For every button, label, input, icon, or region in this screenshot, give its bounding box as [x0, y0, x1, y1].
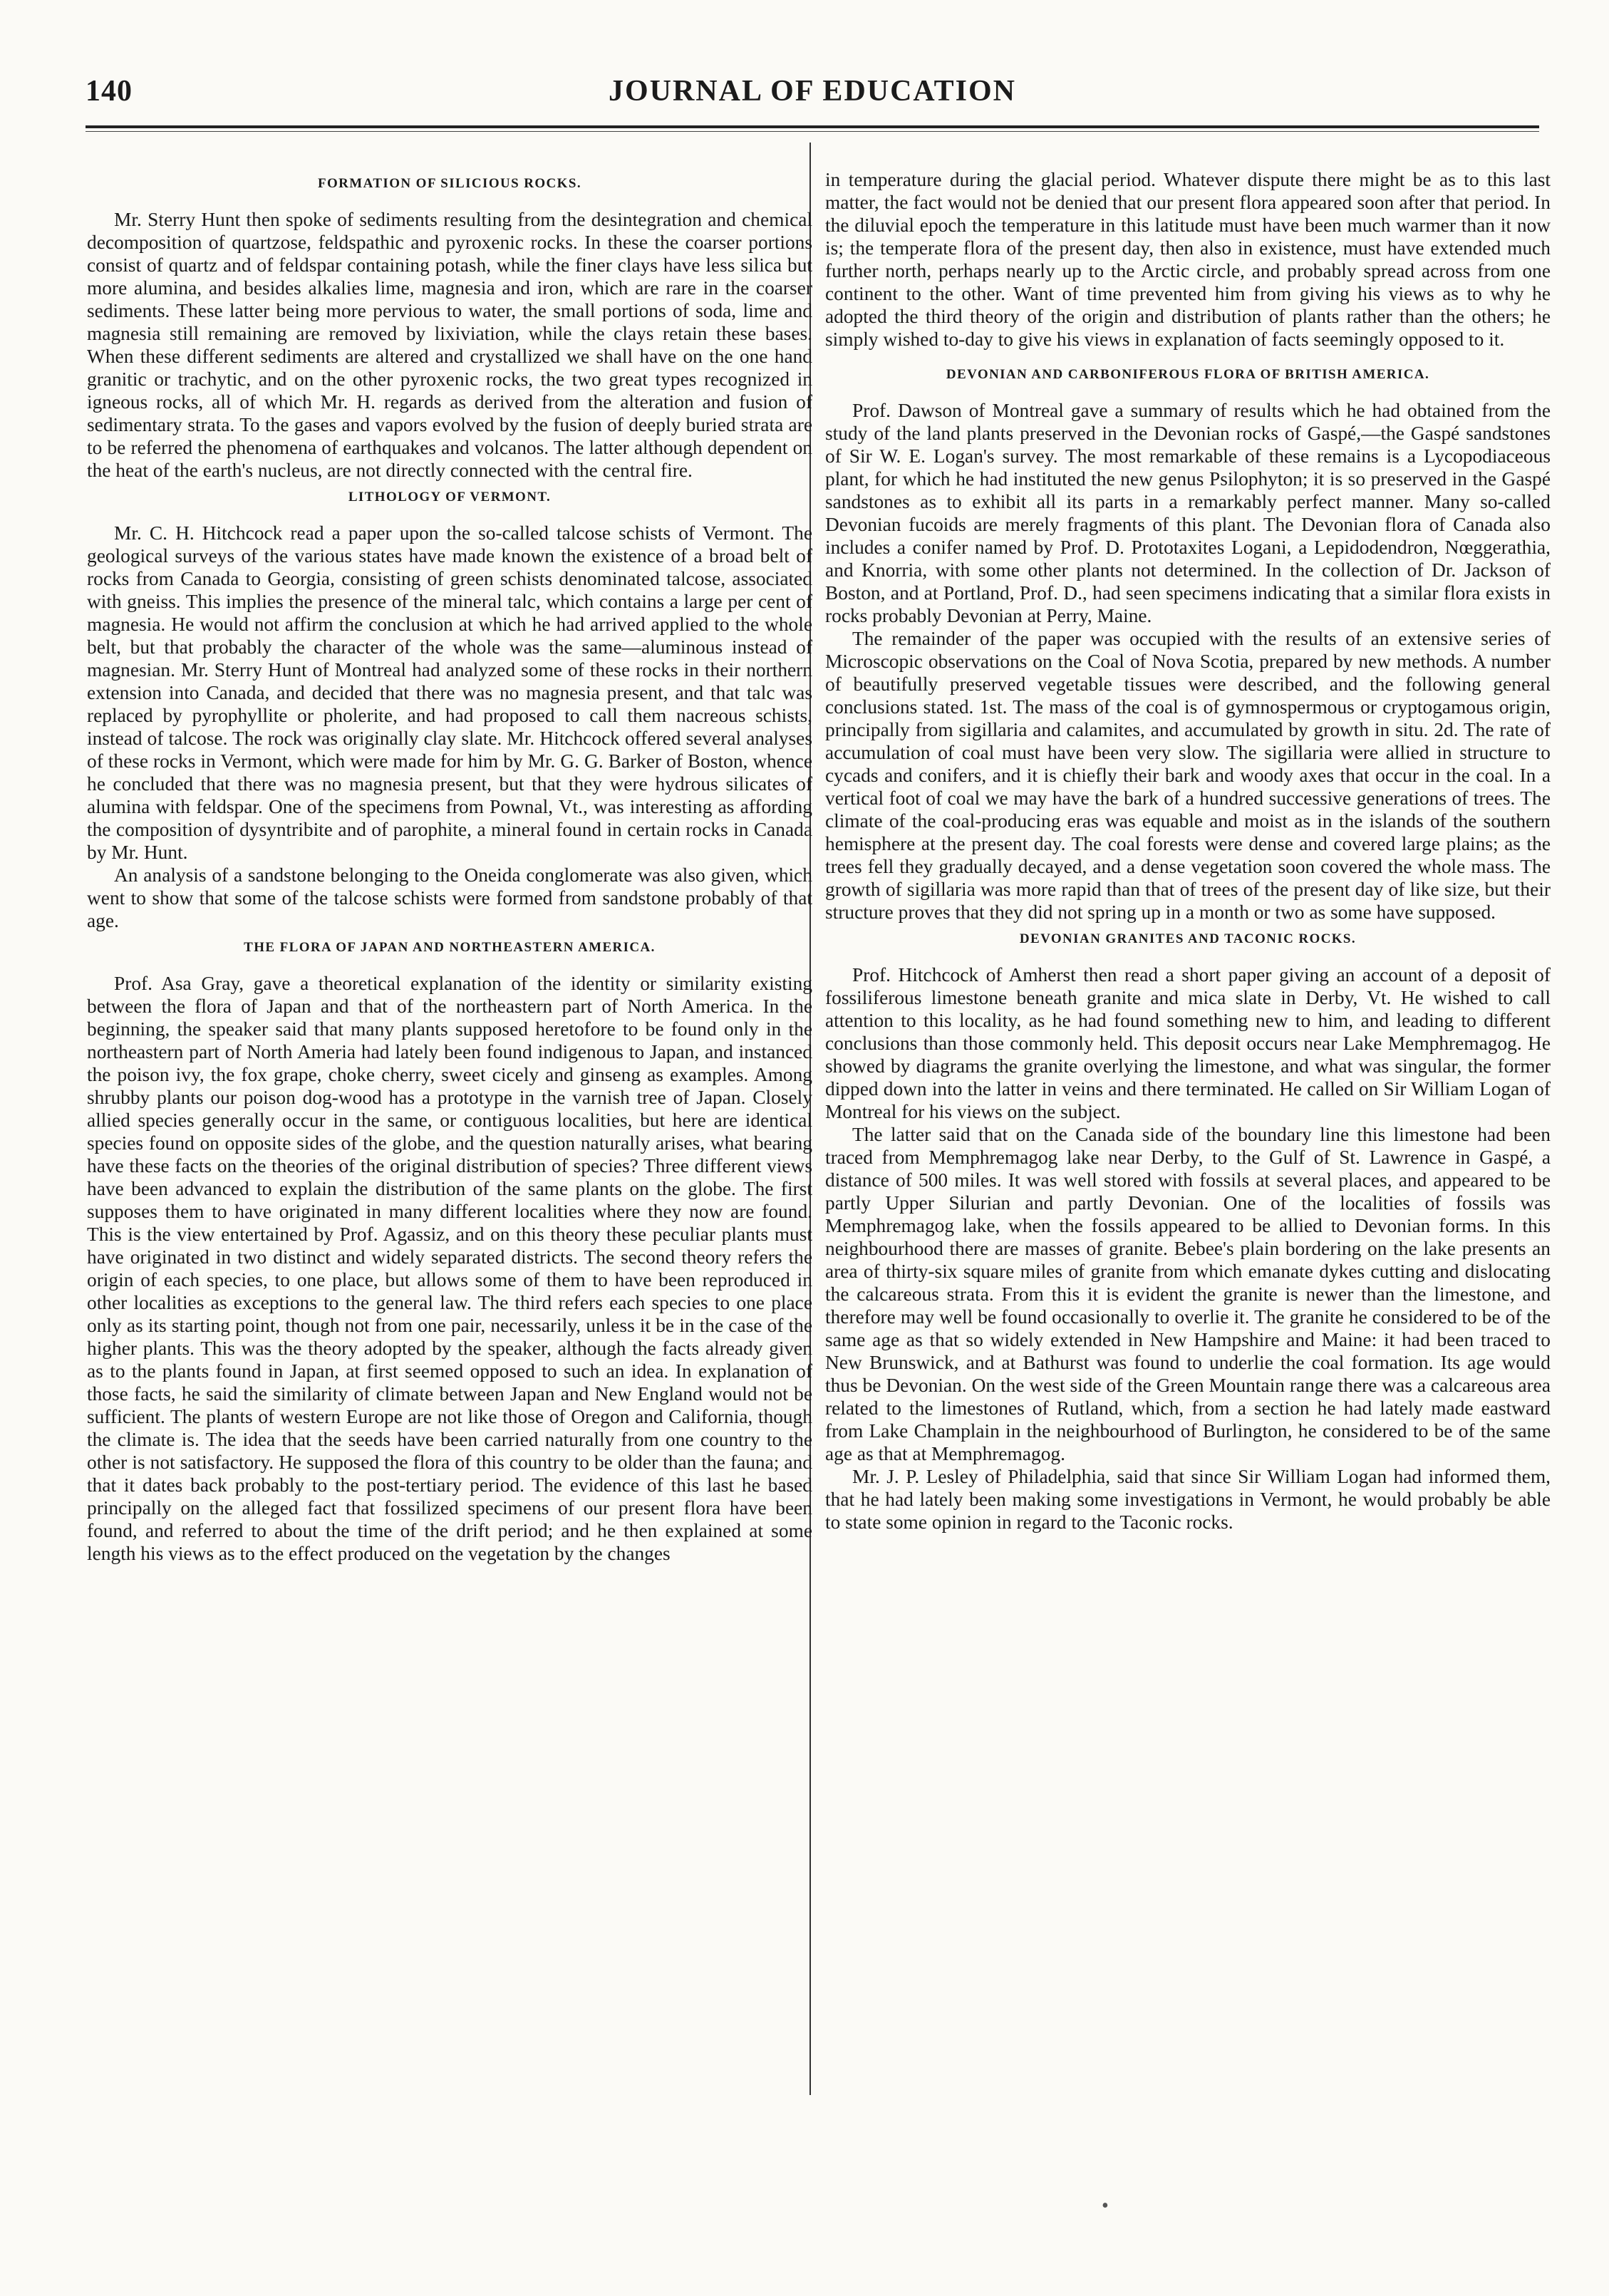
paragraph: Prof. Asa Gray, gave a theoretical explanation of the identity or similarity existing between the flora of Japan and that of the northeastern part of North America. In the beginning, the speaker said that many plants supposed heretofore to be found only in the northeastern part of North Ameria had lately been found indigenous to Japan, and instanced the poison ivy, the fox grape, choke cherry, sweet cicely and ginseng as examples. Among shrubby plants our poison dog-wood has a prototype in the varnish tree of Japan. Closely allied species generally occur in the same, or contiguous localities, but here are identical species found on opposite sides of the globe, and the question naturally arises, what bearing have these facts on the theories of the original distribution of species? Three different views have been advanced to explain the distribution of the same plants on the globe. The first supposes them to have originated in many different localities where they now are found. This is the view entertained by Prof. Agassiz, and on this theory these peculiar plants must have originated in two distinct and widely separated districts. The second theory refers the origin of each species, to one place, but allows some of them to have been reproduced in other localities as exceptions to the general law. The third refers each species to one place only as its starting point, though not from one pair, necessarily, unless it be in the case of the higher plants. This was the theory adopted by the speaker, although the facts already given as to the plants found in Japan, at first seemed opposed to such an idea. In explanation of those facts, he said the similarity of climate between Japan and New England would not be sufficient. The plants of western Europe are not like those of Oregon and California, though the climate is. The idea that the seeds have been carried naturally from one country to the other is not satisfactory. He supposed the flora of this country to be older than the fauna; and that it dates back probably to the post-tertiary period. The evidence of this last he based principally on the alleged fact that fossilized specimens of our present flora have been found, and referred to about the time of the drift period; and he then explained at some length his views as to the effect produced on the vegetation by the changes — [87, 973, 812, 1564]
section-title-flora-japan: THE FLORA OF JAPAN AND NORTHEASTERN AMERICA. — [244, 940, 656, 955]
running-title: JOURNAL OF EDUCATION — [608, 75, 1017, 108]
header-rule-thick — [86, 125, 1539, 128]
paragraph: The remainder of the paper was occupied with the results of an extensive series of Microscopic observations on the Coal of Nova Scotia, prepared by new methods. A number of beautifully preserved vegetable tissues were described, and the following general conclusions stated. 1st. The mass of the coal is of gymnospermous or cryptogamous origin, principally from sigillaria and calamites, and accumulated by growth in situ. 2d. The rate of accumulation of coal must have been very slow. The sigillaria were allied in structure to cycads and conifers, and it is chiefly their bark and woody axes that occur in the coal. In a vertical foot of coal we may have the bark of a hundred successive generations of trees. The climate of the coal-producing eras was equable and moist as in the islands of the southern hemisphere at the present day. The coal forests were dense and covered large plains; as the trees fell they gradually decayed, and a dense vegetation soon covered the whole mass. The growth of sigillaria was more rapid than that of trees of the present day of like size, but their structure proves that they did not spring up in a month or two as some have supposed. — [825, 628, 1551, 923]
section-title-devonian-granites: DEVONIAN GRANITES AND TACONIC ROCKS. — [1019, 931, 1357, 946]
page-header — [86, 71, 1539, 121]
right-column — [825, 168, 1551, 1534]
paragraph: Mr. Sterry Hunt then spoke of sediments resulting from the desintegration and chemical decomposition of quartzose, feldspathic and pyroxenic rocks. In these the coarser portions consist of quartz and of feldspar containing potash, while the finer clays have less silica but more alumina, and besides alkalies lime, magnesia and iron, which are rare in the coarser sediments. These latter being more pervious to water, the small portions of soda, lime and magnesia still remaining are removed by lixiviation, while the clays retain these bases. When these different sediments are altered and crystallized we shall have on the one hand granitic or trachytic, and on the other pyroxenic rocks, the two great types recognized in igneous rocks, all of which Mr. H. regards as derived from the alteration and fusion of sedimentary strata. To the gases and vapors evolved by the fusion of deeply buried strata are to be referred the phenomena of earthquakes and volcanos. The latter although dependent on the heat of the earth's nucleus, are not directly connected with the central fire. — [87, 209, 812, 481]
paragraph: The latter said that on the Canada side of the boundary line this limestone had been traced from Memphremagog lake near Derby, to the Gulf of St. Lawrence in Gaspé, a distance of 500 miles. It was well stored with fossils at several places, and appeared to be partly Upper Silurian and partly Devonian. One of the localities of fossils was Memphremagog lake, when the fossils appeared to be allied to Devonian forms. In this neighbourhood there are masses of granite. Bebee's plain bordering on the lake presents an area of thirty-six square miles of granite from which emanate dykes cutting and dislocating the calcareous strata. From this it is evident the granite is newer than the limestone, and therefore may well be found occasionally to overlie it. The granite he considered to be of the same age as that so widely extended in New Hampshire and Maine: it had been traced to New Brunswick, and at Bathurst was found to underlie the coal formation. Its age would thus be Devonian. On the west side of the Green Mountain range there was a calcareous area related to the limestones of Rutland, which, from a section he had lately made eastward from Lake Champlain in the neighbourhood of Burlington, he considered to be of the same age as that at Memphremagog. — [825, 1124, 1551, 1464]
section-title-devonian-flora: DEVONIAN AND CARBONIFEROUS FLORA OF BRITISH AMERICA. — [946, 367, 1430, 382]
section-title-silicious-rocks: FORMATION OF SILICIOUS ROCKS. — [318, 176, 581, 191]
footer-mark: • — [1102, 2195, 1109, 2217]
section-title-lithology-vermont: LITHOLOGY OF VERMONT. — [348, 490, 552, 505]
paragraph: Mr. C. H. Hitchcock read a paper upon the so-called talcose schists of Vermont. The geological surveys of the various states have made known the existence of a broad belt of rocks from Canada to Georgia, consisting of green schists denominated talcose, associated with gneiss. This implies the presence of the mineral talc, which contains a large per cent of magnesia. He would not affirm the conclusion at which he had arrived applied to the whole belt, but that probably the character of the whole was the same—aluminous instead of magnesian. Mr. Sterry Hunt of Montreal had analyzed some of these rocks in their northern extension into Canada, and decided that there was no magnesia present, and that talc was replaced by pyrophyllite or pholerite, and had proposed to call them nacreous schists, instead of talcose. The rock was originally clay slate. Mr. Hitchcock offered several analyses of these rocks in Vermont, which were made for him by Mr. G. G. Barker of Boston, whence he concluded that there was no magnesia present, but that they were hydrous silicates of alumina with feldspar. One of the specimens from Pownal, Vt., was interesting as affording the composition of dysyntribite and of parophite, a mineral found in certain rocks in Canada by Mr. Hunt. — [87, 522, 812, 863]
left-column — [87, 168, 812, 1565]
page-number: 140 — [86, 75, 133, 108]
paragraph: Prof. Dawson of Montreal gave a summary of results which he had obtained from the study of the land plants preserved in the Devonian rocks of Gaspé,—the Gaspé sandstones of Sir W. E. Logan's survey. The most remarkable of these remains is a Lycopodiaceous plant, for which he had instituted the new genus Psilophyton; it is so preserved in the Gaspé sandstones as to exhibit all its parts in a remarkably perfect manner. Many so-called Devonian fucoids are merely fragments of this plant. The Devonian flora of Canada also includes a conifer named by Prof. D. Prototaxites Logani, a Lepidodendron, Nœggerathia, and Knorria, with some other plants not determined. In the collection of Dr. Jackson of Boston, and at Portland, Prof. D., had seen specimens indicating that a similar flora exists in rocks probably Devonian at Perry, Maine. — [825, 400, 1551, 626]
header-rule-thin — [86, 131, 1539, 132]
paragraph: Prof. Hitchcock of Amherst then read a short paper giving an account of a deposit of fossiliferous limestone beneath granite and mica slate in Derby, Vt. He wished to call attention to this locality, as he had found something new to him, and leading to different conclusions than those commonly held. This deposit occurs near Lake Memphremagog. He showed by diagrams the granite overlying the limestone, and what was singular, the former dipped down into the latter in veins and there terminated. He called on Sir William Logan of Montreal for his views on the subject. — [825, 964, 1551, 1122]
paragraph: An analysis of a sandstone belonging to the Oneida conglomerate was also given, which went to show that some of the talcose schists were formed from sandstone probably of that age. — [87, 864, 812, 931]
paragraph: Mr. J. P. Lesley of Philadelphia, said that since Sir William Logan had informed them, that he had lately been making some investigations in Vermont, he would probably be able to state some opinion in regard to the Taconic rocks. — [825, 1466, 1551, 1533]
paragraph-continued: in temperature during the glacial period. Whatever dispute there might be as to this last matter, the fact would not be denied that our present flora appeared soon after that period. In the diluvial epoch the temperature in this latitude must have been much warmer than it now is; the temperate flora of the present day, then also in existence, must have extended much further north, perhaps nearly up to the Arctic circle, and probably spread across from one continent to the other. Want of time prevented him from giving his views as to why he adopted the third theory of the origin and distribution of plants rather than the others; he simply wished to-day to give his views in explanation of facts seemingly opposed to it. — [825, 169, 1551, 350]
